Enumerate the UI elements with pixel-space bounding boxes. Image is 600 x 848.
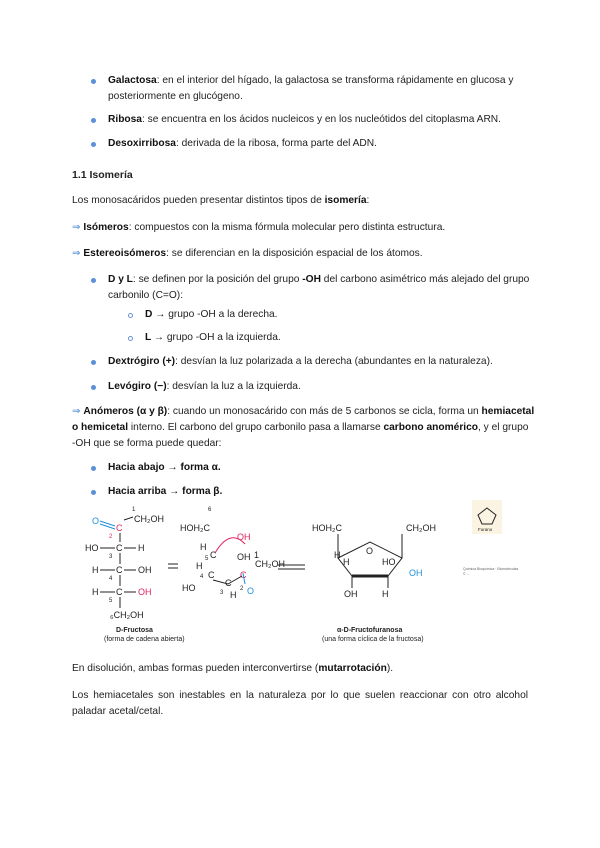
svg-text:C: C — [240, 570, 247, 580]
term: Estereoisómeros — [83, 248, 167, 259]
term: Levógiro (−) — [108, 381, 167, 392]
text: grupo -OH a la izquierda. — [164, 332, 281, 343]
svg-text:H: H — [200, 542, 207, 552]
svg-text:OH: OH — [237, 552, 251, 562]
text: : se encuentra en los ácidos nucleicos y en los nucleótidos del citoplasma ARN. — [141, 114, 501, 125]
text: -OH que se forma puede quedar: — [72, 438, 222, 449]
term: Hacia arriba → forma β. — [108, 486, 223, 497]
text: del carbono asimétrico más alejado del grupo — [320, 274, 530, 285]
svg-text:O: O — [247, 586, 255, 596]
final-paragraph: Los hemiacetales son inestables en la naturaleza por lo que suelen reaccionar con otro alcohol paladar acetal/cetal. — [72, 690, 528, 717]
svg-text:C: C — [116, 543, 123, 553]
anomeros-line-1 — [72, 404, 534, 420]
list-item-galactosa-cont — [108, 89, 243, 105]
svg-text:C: C — [208, 570, 215, 580]
svg-text:3: 3 — [220, 590, 224, 596]
term: Dextrógiro (+) — [108, 356, 176, 367]
svg-text:2: 2 — [109, 534, 113, 540]
svg-text:O: O — [366, 546, 374, 556]
fructose-structure-figure — [80, 498, 540, 648]
anomeros-line-3 — [72, 436, 222, 452]
term: Anómeros (α y β) — [83, 406, 168, 417]
l-item — [145, 330, 281, 346]
arrow-icon: ⇒ — [72, 248, 81, 259]
text: : en el interior del hígado, la galactosa se transforma rápidamente en glucosa y — [156, 75, 514, 86]
term: o hemicetal — [72, 422, 129, 433]
furanosa-label: α-D-Fructofuranosa — [337, 627, 403, 634]
term: -OH — [302, 274, 321, 285]
svg-text:OH: OH — [138, 587, 152, 597]
text: posteriormente en glucógeno. — [108, 91, 243, 102]
intro-paragraph — [72, 193, 369, 209]
text: : se diferencian en la disposición espacial de los átomos. — [166, 248, 423, 259]
svg-text:1: 1 — [132, 507, 136, 513]
svg-text:₆CH₂OH: ₆CH₂OH — [110, 610, 144, 620]
svg-text:H: H — [230, 590, 237, 600]
text: En disolución, ambas formas pueden interconvertirse ( — [72, 663, 319, 674]
arrow-icon: ⇒ — [72, 222, 81, 233]
svg-text:2: 2 — [240, 586, 244, 592]
fructosa-label: D-Fructosa — [116, 627, 153, 634]
text: : desvían la luz a la izquierda. — [166, 381, 301, 392]
svg-text:C: C — [116, 565, 123, 575]
bullet — [91, 360, 96, 365]
term: Galactosa — [108, 75, 157, 86]
svg-text:3: 3 — [109, 554, 113, 560]
fructosa-sub: (forma de cadena abierta) — [104, 636, 185, 643]
term: hemiacetal — [481, 406, 535, 417]
list-item-desoxirribosa — [108, 136, 377, 152]
svg-text:HOH₂C: HOH₂C — [180, 523, 210, 533]
svg-text:C: C — [116, 587, 123, 597]
credit: © ... — [463, 572, 470, 576]
svg-text:C: C — [225, 578, 232, 588]
dyl-line — [108, 272, 529, 288]
svg-text:H: H — [382, 589, 389, 599]
svg-text:OH: OH — [409, 568, 423, 578]
svg-text:H: H — [343, 557, 350, 567]
dyl-cont — [108, 288, 183, 304]
bullet — [91, 118, 96, 123]
svg-text:H: H — [138, 543, 145, 553]
svg-text:H: H — [92, 587, 99, 597]
svg-text:C: C — [116, 523, 123, 533]
text: , y el grupo — [478, 422, 529, 433]
svg-text:H: H — [92, 565, 99, 575]
svg-text:4: 4 — [200, 574, 204, 580]
bullet — [91, 385, 96, 390]
svg-text:1: 1 — [254, 550, 260, 560]
sub-bullet — [128, 336, 133, 341]
text: ). — [386, 663, 394, 674]
svg-text:OH: OH — [237, 532, 251, 542]
d-item — [145, 307, 278, 323]
bullet — [91, 466, 96, 471]
term: Hacia abajo → forma α. — [108, 462, 221, 473]
text: : se definen por la posición del grupo — [132, 274, 303, 285]
text: : compuestos con la misma fórmula molecular pero distinta estructura. — [128, 222, 446, 233]
term: mutarrotación — [318, 663, 387, 674]
text: Los monosacáridos pueden presentar distintos tipos de — [72, 195, 325, 206]
term: L → — [145, 332, 165, 343]
svg-text:O: O — [92, 516, 100, 526]
bullet — [91, 490, 96, 495]
text: grupo -OH a la derecha. — [165, 309, 278, 320]
svg-text:OH: OH — [344, 589, 358, 599]
list-item-ribosa — [108, 112, 501, 128]
abajo-line — [108, 460, 221, 476]
svg-text:6: 6 — [208, 507, 212, 513]
text: interno. El carbono del grupo carbonilo pasa a llamarse — [128, 422, 384, 433]
text: : cuando un monosacárido con más de 5 carbonos se cicla, forma un — [167, 406, 482, 417]
dextro-line — [108, 354, 493, 370]
levo-line — [108, 379, 301, 395]
sub-bullet — [128, 313, 133, 318]
bullet — [91, 142, 96, 147]
credit: Química Bioquímica · Biomoléculas — [463, 567, 519, 571]
bullet — [91, 278, 96, 283]
svg-text:HO: HO — [382, 557, 396, 567]
svg-text:CH₂OH: CH₂OH — [406, 523, 436, 533]
svg-text:HO: HO — [85, 543, 99, 553]
text: : desvían la luz polarizada a la derecha (abundantes en la naturaleza). — [175, 356, 493, 367]
furanose-ring — [312, 523, 436, 643]
intermediate-structure — [180, 507, 285, 600]
svg-text:HO: HO — [182, 583, 196, 593]
mutarrotacion-paragraph — [72, 661, 393, 677]
svg-text:4: 4 — [109, 576, 113, 582]
anomeros-line-2 — [72, 420, 528, 436]
furano-inset — [463, 500, 518, 576]
isomeros-line — [72, 220, 445, 236]
text: carbonilo (C=O): — [108, 290, 184, 301]
svg-text:CH₂OH: CH₂OH — [255, 559, 285, 569]
svg-text:OH: OH — [138, 565, 152, 575]
term: Isómeros — [83, 222, 129, 233]
term: Desoxirribosa — [108, 138, 176, 149]
text: : derivada de la ribosa, forma parte del ADN. — [175, 138, 377, 149]
bullet — [91, 79, 96, 84]
estereo-line — [72, 246, 423, 262]
term: D y L — [108, 274, 133, 285]
svg-text:H: H — [196, 561, 203, 571]
furano-label: Furano — [478, 527, 493, 532]
section-title: 1.1 Isomería — [72, 169, 133, 181]
svg-text:H: H — [334, 550, 341, 560]
term: isomería — [324, 195, 367, 206]
list-item-galactosa — [108, 73, 513, 89]
text: : — [366, 195, 370, 206]
term: D → — [145, 309, 166, 320]
furanosa-sub: (una forma cíclica de la fructosa) — [322, 636, 424, 643]
svg-text:C: C — [210, 550, 217, 560]
svg-text:CH₂OH: CH₂OH — [134, 514, 164, 524]
svg-text:5: 5 — [205, 556, 209, 562]
term: carbono anomérico — [383, 422, 479, 433]
svg-text:HOH₂C: HOH₂C — [312, 523, 342, 533]
term: Ribosa — [108, 114, 142, 125]
arrow-icon: ⇒ — [72, 406, 81, 417]
svg-text:5: 5 — [109, 598, 113, 604]
open-chain-fructose — [85, 507, 185, 643]
